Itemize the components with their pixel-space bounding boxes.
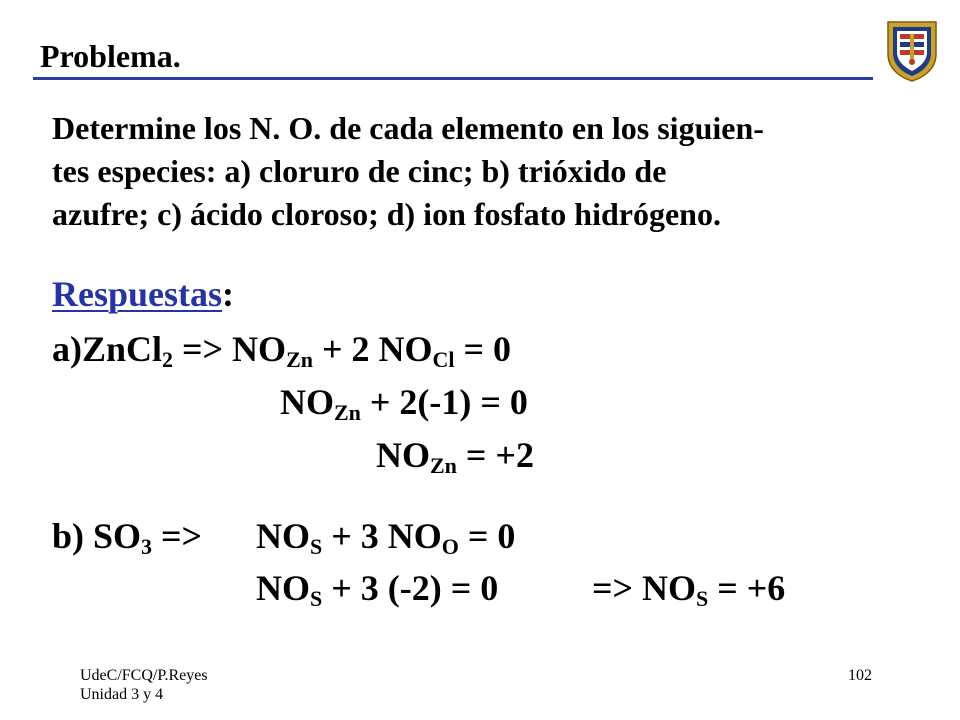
- answers-heading: [52, 276, 234, 312]
- problem-line-1: Determine los N. O. de cada elemento en los siguien-: [52, 110, 764, 146]
- university-crest-icon: [886, 20, 938, 82]
- answers-link[interactable]: Respuestas: [52, 274, 223, 314]
- page-number: 102: [848, 667, 872, 684]
- slide-title: Problema.: [40, 38, 181, 74]
- answer-b-line-1: b) $SO_3$ =>: [52, 516, 203, 559]
- answer-b-line-2-result: => $NO_S = +6$: [592, 568, 786, 611]
- answer-b-line-1-equation: $NO_S + 3$ $NO_O = 0$: [256, 516, 516, 559]
- answer-a-line-2: $NO_{Zn} + 2(-1) = 0$: [280, 382, 528, 425]
- answer-a-line-1: a)ZnCl$_2$ => $NO_{Zn} + 2$ $NO_{Cl} = 0$: [52, 329, 512, 372]
- answers-heading-colon: :: [222, 274, 235, 314]
- footer-author-line-2: Unidad 3 y 4: [80, 686, 164, 704]
- problem-line-2: tes especies: a) cloruro de cinc; b) trióxido de: [52, 153, 667, 189]
- problem-line-3: azufre; c) ácido cloroso; d) ion fosfato hidrógeno.: [52, 196, 721, 232]
- footer-author-line-1: UdeC/FCQ/P.Reyes: [80, 667, 208, 684]
- answer-a-line-3: $NO_{Zn} = +2$: [376, 435, 534, 478]
- title-underline: [33, 77, 873, 80]
- footer-author: [80, 666, 208, 704]
- answer-b-line-2: $NO_S + 3$ (-2) = 0: [256, 568, 499, 611]
